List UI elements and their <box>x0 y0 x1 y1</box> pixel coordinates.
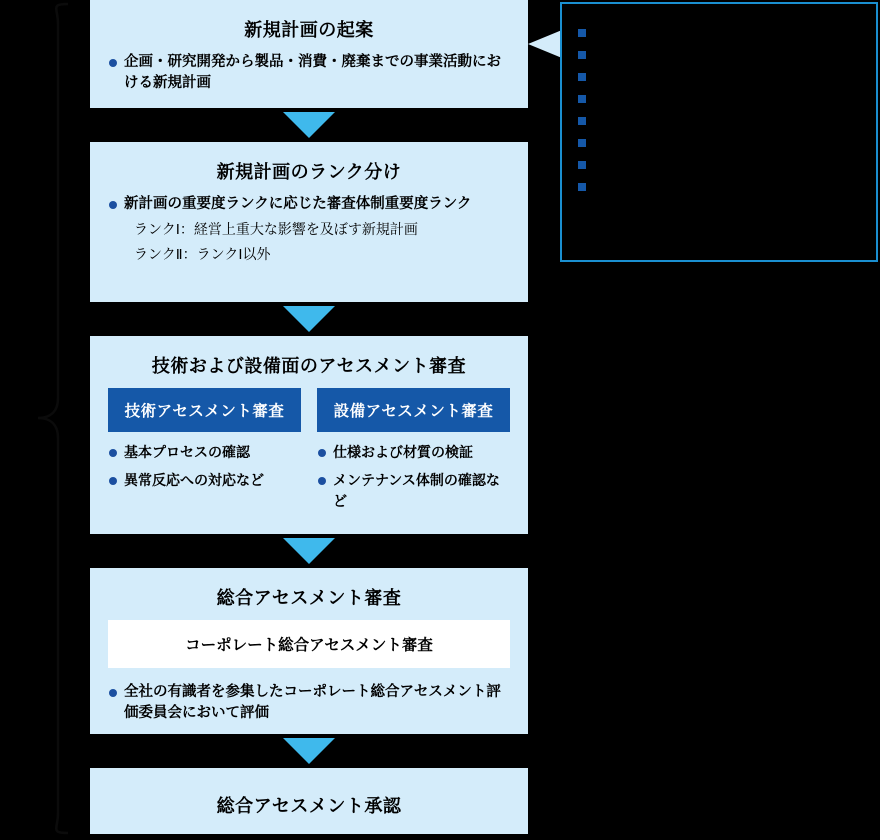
step-box-4 <box>90 568 528 734</box>
step-box-2 <box>90 142 528 302</box>
arrow-3-to-4 <box>90 534 528 568</box>
step-box-3 <box>90 336 528 534</box>
brace-icon <box>36 2 70 835</box>
step-4-title: 総合アセスメント審査 <box>216 588 402 608</box>
step-2-bullet-1: 新計画の重要度ランクに応じた審査体制重要度ランク <box>108 194 510 215</box>
step-3-title: 技術および設備面のアセスメント審査 <box>151 356 467 376</box>
facility-item-2: メンテナンス体制の確認など <box>317 470 510 511</box>
arrow-2-to-3 <box>90 302 528 336</box>
arrow-4-to-5 <box>90 734 528 768</box>
assessment-columns <box>108 388 510 513</box>
step-2-sub-1: ランクⅠ：経営上重大な影響を及ぼす新規計画 <box>134 221 418 238</box>
step-5-title: 総合アセスメント承認 <box>216 796 402 816</box>
step-1-title: 新規計画の起案 <box>244 20 374 40</box>
arrow-1-to-2 <box>90 108 528 142</box>
facility-item-1: 仕様および材質の検証 <box>317 442 510 462</box>
side-note-item <box>576 174 862 196</box>
side-note-item <box>576 42 862 64</box>
step-4-bullet-1: 全社の有識者を参集したコーポレート総合アセスメント評価委員会において評価 <box>108 682 510 724</box>
step-box-5 <box>90 768 528 834</box>
side-note-item <box>576 86 862 108</box>
down-arrow-icon <box>283 112 335 138</box>
assessment-column-facility <box>317 388 510 513</box>
corporate-assessment-band: コーポレート総合アセスメント審査 <box>108 620 510 668</box>
side-note-item <box>576 152 862 174</box>
assessment-column-technical <box>108 388 301 513</box>
side-note-item <box>576 130 862 152</box>
technical-assessment-header: 技術アセスメント審査 <box>108 388 301 432</box>
left-brace-bracket <box>36 2 70 835</box>
down-arrow-icon <box>283 538 335 564</box>
facility-assessment-items <box>317 442 510 511</box>
step-1-bullet-1: 企画・研究開発から製品・消費・廃棄までの事業活動における新規計画 <box>108 52 510 94</box>
technical-item-1: 基本プロセスの確認 <box>108 442 301 462</box>
down-arrow-icon <box>283 738 335 764</box>
technical-assessment-items <box>108 442 301 491</box>
side-note-panel <box>560 2 878 262</box>
step-box-1 <box>90 0 528 108</box>
process-flow-column <box>90 0 528 834</box>
step-2-title: 新規計画のランク分け <box>216 162 402 182</box>
callout-pointer <box>528 30 562 58</box>
facility-assessment-header: 設備アセスメント審査 <box>317 388 510 432</box>
step-2-sub-2: ランクⅡ：ランクⅠ以外 <box>134 246 271 263</box>
side-note-item <box>576 108 862 130</box>
side-note-item <box>576 64 862 86</box>
down-arrow-icon <box>283 306 335 332</box>
technical-item-2: 異常反応への対応など <box>108 470 301 490</box>
side-note-item <box>576 20 862 42</box>
